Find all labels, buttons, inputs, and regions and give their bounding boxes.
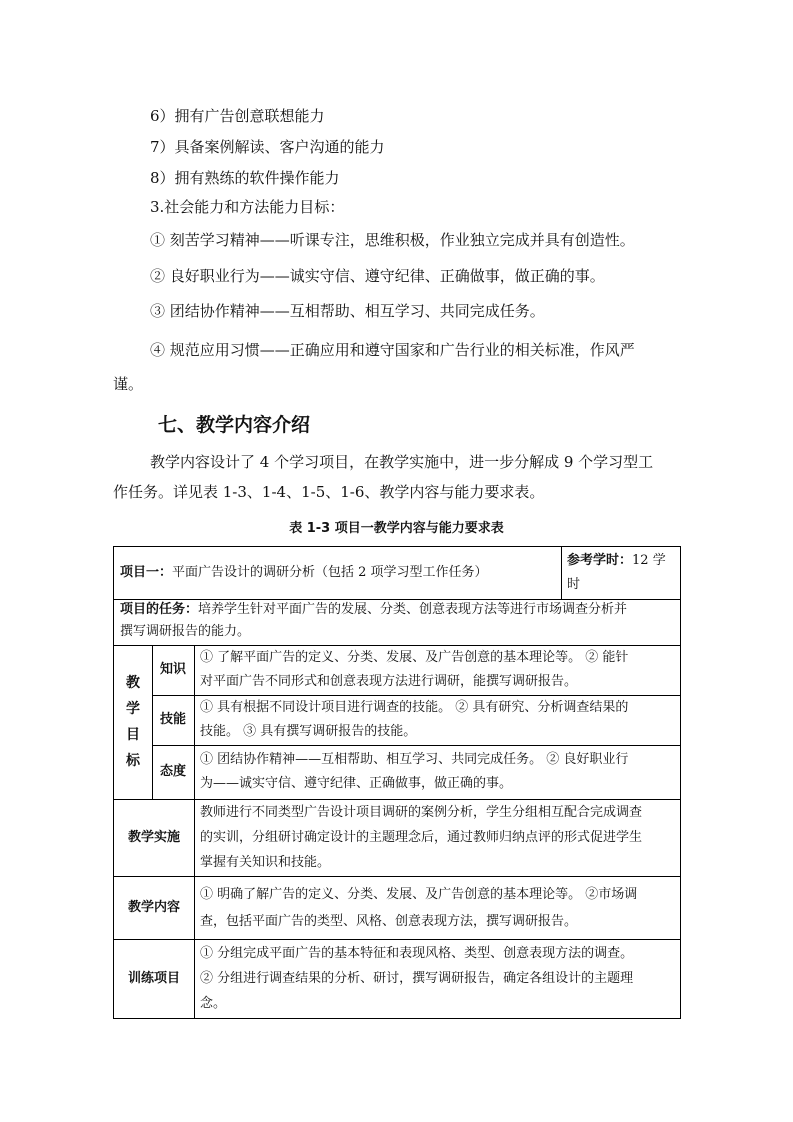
- knowledge-cell: [200, 646, 678, 695]
- knowledge-label: 知识: [159, 662, 186, 677]
- task-line-2: 撰写调研报告的能力。: [120, 624, 251, 639]
- skill-line-1: ① 具有根据不同设计项目进行调查的技能。 ② 具有研究、分析调查结果的: [200, 700, 629, 715]
- attitude-line-1: ① 团结协作精神——互相帮助、相互学习、共同完成任务。 ② 良好职业行: [200, 752, 629, 767]
- skill-label: 技能: [159, 712, 186, 727]
- implementation-line-1: 教师进行不同类型广告设计项目调研的案例分析，学生分组相互配合完成调查: [200, 805, 643, 820]
- ability-item-7: 7）具备案例解读、客户沟通的能力: [150, 138, 385, 156]
- social-ability-heading: 3.社会能力和方法能力目标：: [150, 198, 345, 216]
- skill-line-2: 技能。 ③ 具有撰写调研报告的技能。: [200, 724, 417, 739]
- project-value: 平面广告设计的调研分析（包括 2 项学习型工作任务）: [172, 565, 488, 580]
- implementation-cell: [200, 800, 678, 876]
- social-item-4: ④ 规范应用习惯——正确应用和遵守国家和广告行业的相关标准，作风严: [150, 341, 635, 359]
- intro-line-1: 教学内容设计了 4 个学习项目，在教学实施中，进一步分解成 9 个学习型工: [150, 453, 654, 471]
- content-cell: [200, 881, 678, 939]
- training-line-2: ② 分组进行调查结果的分析、研讨，撰写调研报告，确定各组设计的主题理: [200, 971, 634, 986]
- hours-value: 12 学: [632, 553, 666, 568]
- goal-char-2: 学: [126, 701, 140, 717]
- implementation-line-2: 的实训，分组研讨确定设计的主题理念后，通过教师归纳点评的形式促进学生: [200, 830, 643, 845]
- table-caption: 表 1-3 项目一教学内容与能力要求表: [289, 521, 504, 536]
- ability-item-6: 6）拥有广告创意联想能力: [150, 107, 325, 125]
- training-line-3: 念。: [200, 996, 227, 1011]
- project-label: 项目一：: [120, 565, 173, 580]
- training-cell: [200, 941, 678, 1018]
- ability-item-8: 8）拥有熟练的软件操作能力: [150, 169, 340, 187]
- goal-label: [114, 645, 152, 799]
- goal-char-1: 教: [126, 675, 140, 691]
- attitude-line-2: 为——诚实守信、遵守纪律、正确做事，做正确的事。: [200, 776, 513, 791]
- hours-value-cont: 时: [567, 577, 581, 592]
- task-line-1: 培养学生针对平面广告的发展、分类、创意表现方法等进行市场调查分析并: [198, 602, 628, 617]
- content-line-2: 查，包括平面广告的类型、风格、创意表现方法，撰写调研报告。: [200, 914, 578, 929]
- attitude-cell: [200, 748, 678, 799]
- hours-cell: [567, 549, 679, 599]
- attitude-label: 态度: [159, 764, 186, 779]
- social-item-4-cont: 谨。: [113, 375, 144, 393]
- hours-label: 参考学时：: [567, 553, 633, 568]
- section-title: 七、教学内容介绍: [158, 414, 311, 436]
- task-label: 项目的任务：: [120, 602, 199, 617]
- knowledge-line-1: ① 了解平面广告的定义、分类、发展、及广告创意的基本理论等。 ② 能针: [200, 650, 629, 665]
- social-item-1: ① 刻苦学习精神——听课专注，思维积极，作业独立完成并具有创造性。: [150, 231, 635, 249]
- goal-char-4: 标: [126, 753, 140, 769]
- training-label: 训练项目: [127, 970, 180, 986]
- skill-cell: [200, 696, 678, 745]
- curriculum-table: [113, 546, 681, 1019]
- social-item-3: ③ 团结协作精神——互相帮助、相互学习、共同完成任务。: [150, 302, 545, 320]
- task-cell: [120, 599, 676, 645]
- knowledge-line-2: 对平面广告不同形式和创意表现方法进行调研，能撰写调研报告。: [200, 674, 578, 689]
- goal-char-3: 目: [126, 727, 140, 743]
- content-line-1: ① 明确了解广告的定义、分类、发展、及广告创意的基本理论等。 ②市场调: [200, 887, 638, 902]
- content-label: 教学内容: [127, 899, 180, 915]
- training-line-1: ① 分组完成平面广告的基本特征和表现风格、类型、创意表现方法的调查。: [200, 946, 634, 961]
- project-row: [120, 547, 560, 599]
- implementation-label: 教学实施: [127, 829, 180, 845]
- social-item-2: ② 良好职业行为——诚实守信、遵守纪律、正确做事，做正确的事。: [150, 267, 605, 285]
- implementation-line-3: 掌握有关知识和技能。: [200, 855, 331, 870]
- intro-line-2: 作任务。详见表 1-3、1-4、1-5、1-6、教学内容与能力要求表。: [113, 483, 545, 501]
